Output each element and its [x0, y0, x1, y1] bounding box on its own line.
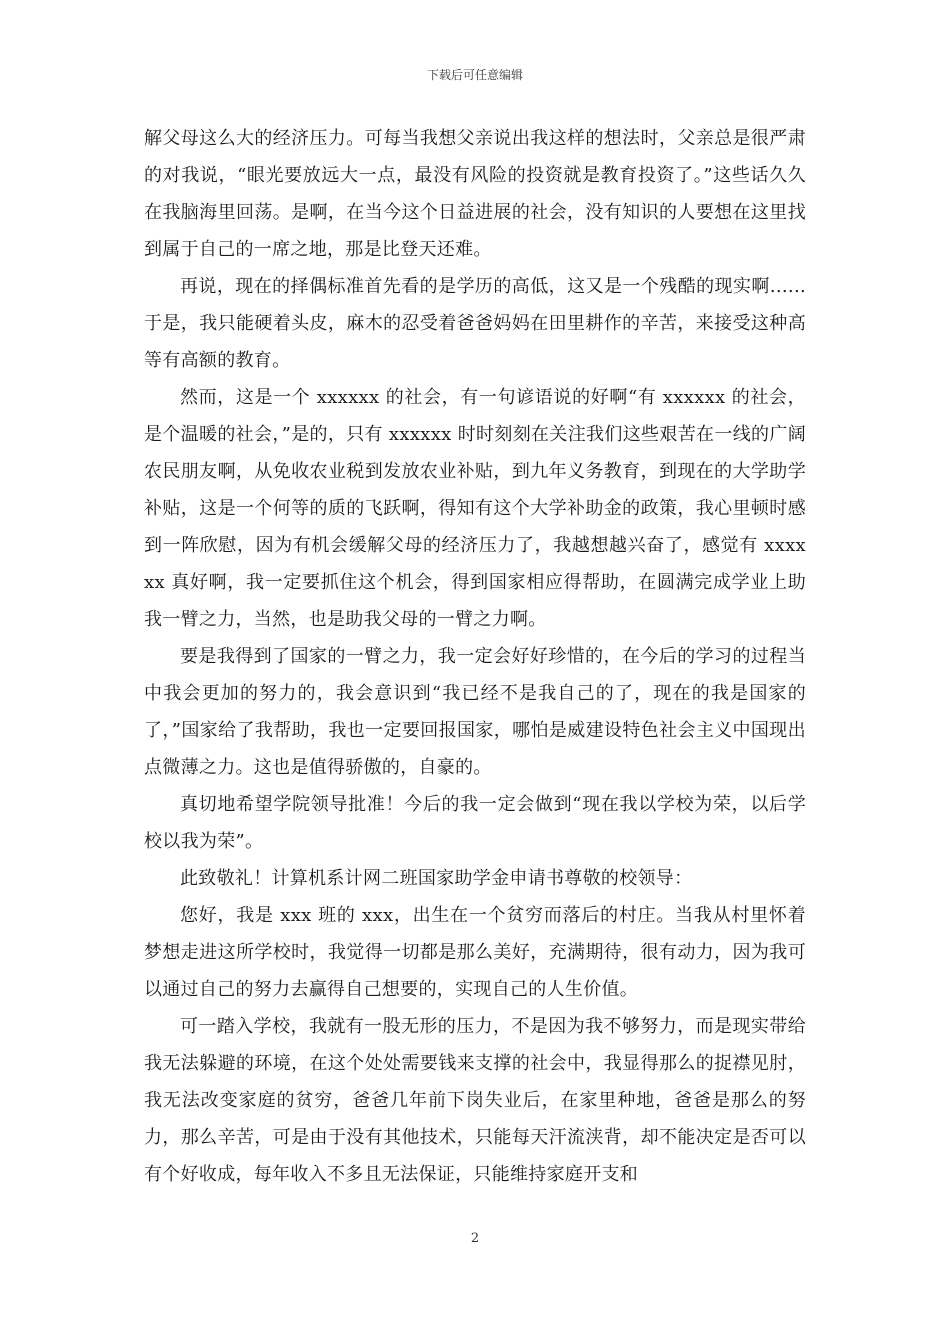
paragraph-8: 可一踏入学校，我就有一股无形的压力，不是因为我不够努力，而是现实带给我无法躲避的环境，在这个处处需要钱来支撑的社会中，我显得那么的捉襟见肘，我无法改变家庭的贫穷，爸爸几年前下岗失业后，在家里种地，爸爸是那么的努力，那么辛苦，可是由于没有其他技术，只能每天汗流浃背，却不能决定是否可以有个好收成，每年收入不多且无法保证，只能维持家庭开支和 [144, 1016, 806, 1185]
paragraph-6: 此致敬礼！计算机系计网二班国家助学金申请书尊敬的校领导： [180, 868, 693, 889]
paragraph-1: 解父母这么大的经济压力。可每当我想父亲说出我这样的想法时，父亲总是很严肃的对我说，“眼光要放远大一点，最没有风险的投资就是教育投资了。”这些话久久在我脑海里回荡。是啊，在当今这个日益进展的社会，没有知识的人要想在这里找到属于自己的一席之地，那是比登天还难。 [144, 128, 806, 260]
paragraph-5: 真切地希望学院领导批准！今后的我一定会做到“现在我以学校为荣，以后学校以我为荣”。 [144, 794, 806, 852]
document-body [144, 120, 806, 1193]
paragraph-4: 要是我得到了国家的一臂之力，我一定会好好珍惜的，在今后的学习的过程当中我会更加的努力的，我会意识到“我已经不是我自己的了，现在的我是国家的了，”国家给了我帮助，我也一定要回报国家，哪怕是威建设特色社会主义中国现出点微薄之力。这也是值得骄傲的，自豪的。 [144, 646, 806, 778]
page-number: 2 [470, 1231, 480, 1246]
page-header: 下载后可任意编辑 [426, 68, 523, 82]
paragraph-3: 然而，这是一个 xxxxxx 的社会，有一句谚语说的好啊“有 xxxxxx 的社会，是个温暖的社会，”是的，只有 xxxxxx 时时刻刻在关注我们这些艰苦在一线的广阔农民朋友啊，从免收农业税到发放农业补贴，到九年义务教育，到现在的大学助学补贴，这是一个何等的质的飞跃啊，得知有这个大学补助金的政策，我心里顿时感到一阵欣慰，因为有机会缓解父母的经济压力了，我越想越兴奋了，感觉有 xxxxxx 真好啊，我一定要抓住这个机会，得到国家相应得帮助，在圆满完成学业上助我一臂之力，当然，也是助我父母的一臂之力啊。 [144, 387, 806, 630]
paragraph-7: 您好，我是 xxx 班的 xxx，出生在一个贫穷而落后的村庄。当我从村里怀着梦想走进这所学校时，我觉得一切都是那么美好，充满期待，很有动力，因为我可以通过自己的努力去赢得自己想要的，实现自己的人生价值。 [144, 905, 806, 1000]
paragraph-2: 再说，现在的择偶标准首先看的是学历的高低，这又是一个残酷的现实啊......于是，我只能硬着头皮，麻木的忍受着爸爸妈妈在田里耕作的辛苦，来接受这种高等有高额的教育。 [144, 276, 806, 371]
